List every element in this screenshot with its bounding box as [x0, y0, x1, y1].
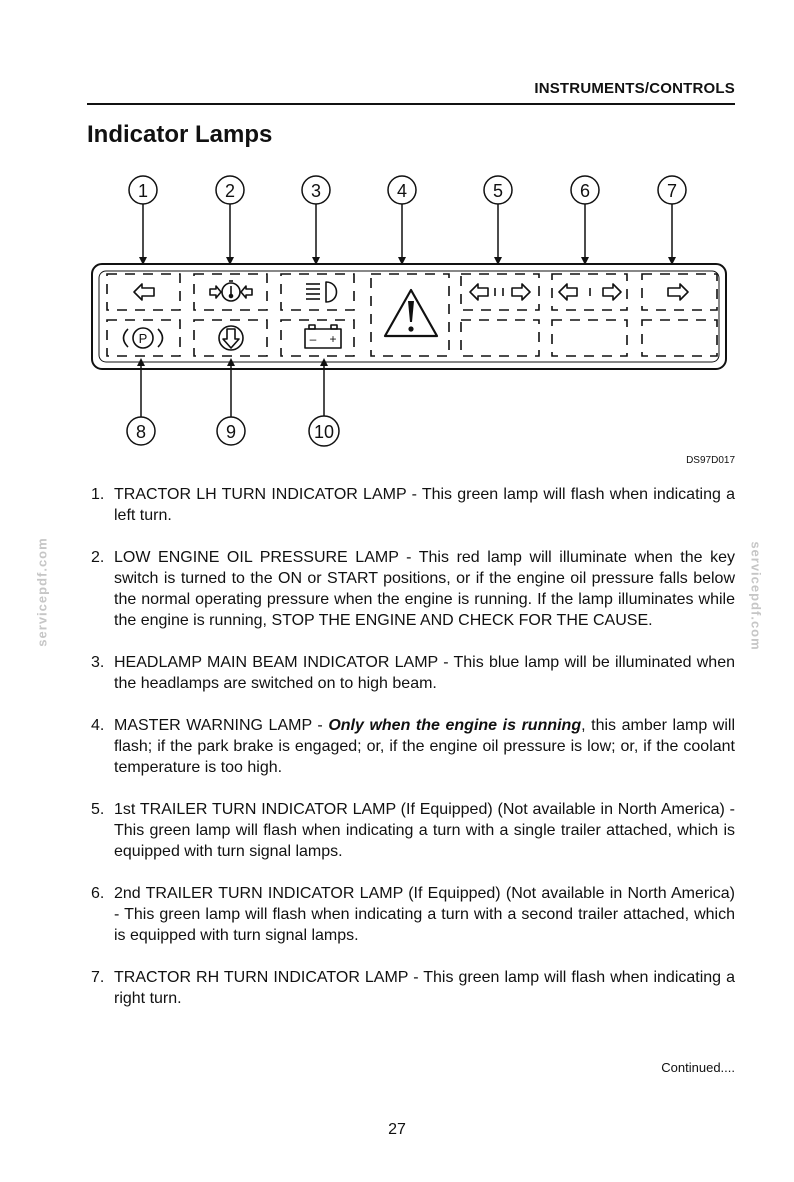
item-text: LOW ENGINE OIL PRESSURE LAMP - This red lamp will illuminate when the key switch is turned to the ON or START positions, or if the engine oil pressure falls below the normal operating pressure when the engine is running. If the lamp illuminates while the engine is running, STOP THE ENGINE AND CHECK FOR THE CAUSE.: [114, 549, 735, 629]
master-warning-icon: [385, 290, 437, 336]
headlamp-main-beam-icon: [306, 282, 337, 302]
page-number: 27: [388, 1121, 406, 1138]
indicator-lamps-diagram: [0, 0, 794, 480]
lamp-cell-blank-3: [642, 320, 717, 356]
item-text-pre: MASTER WARNING LAMP -: [114, 717, 329, 734]
lamp-cell-1: [107, 274, 180, 310]
callout-label-4: 4: [396, 181, 408, 201]
coolant-temperature-icon: [219, 326, 243, 350]
item-text: 2nd TRAILER TURN INDICATOR LAMP (If Equipped) (Not available in North America) - This green lamp will flash when indicating a turn with a second trailer attached, which is equipped with turn signal lamps.: [114, 885, 735, 944]
item-number: 7.: [91, 969, 105, 986]
battery-minus-label: –: [309, 332, 317, 346]
list-item: [91, 547, 735, 631]
item-text-post: , this amber lamp will flash; if the park brake is engaged; or, if the engine oil pressure is low; or, if the coolant temperature is too high.: [114, 717, 736, 776]
oil-pressure-icon: [210, 281, 252, 301]
callout-label-1: 1: [137, 181, 149, 201]
callout-label-6: 6: [579, 181, 591, 201]
left-turn-arrow-icon: [134, 284, 154, 300]
figure-code: DS97D017: [686, 455, 735, 466]
item-number: 6.: [91, 885, 105, 902]
lamp-cell-10: [281, 320, 354, 356]
lamp-cell-7: [642, 274, 717, 310]
callout-label-3: 3: [310, 181, 322, 201]
list-item: [91, 484, 735, 526]
item-text: TRACTOR RH TURN INDICATOR LAMP - This green lamp will flash when indicating a right turn.: [114, 969, 735, 1007]
list-item: [91, 883, 735, 946]
item-text-emphasis: Only when the engine is running: [328, 717, 582, 734]
item-text: TRACTOR LH TURN INDICATOR LAMP - This green lamp will flash when indicating a left turn.: [114, 486, 735, 524]
callout-label-2: 2: [224, 181, 236, 201]
lamp-description-list: [91, 484, 735, 1030]
watermark-left: servicepdf.com: [34, 537, 50, 647]
list-item: [91, 652, 735, 694]
lamp-cell-5: [461, 274, 539, 310]
callout-label-5: 5: [492, 181, 504, 201]
item-text: 1st TRAILER TURN INDICATOR LAMP (If Equipped) (Not available in North America) - This green lamp will flash when indicating a turn with a single trailer attached, which is equipped with turn signal lamps.: [114, 801, 735, 860]
list-item: [91, 799, 735, 862]
item-text: HEADLAMP MAIN BEAM INDICATOR LAMP - This blue lamp will be illuminated when the headlamps are switched on to high beam.: [114, 654, 735, 692]
item-number: 3.: [91, 654, 105, 671]
continued-note: Continued....: [661, 1060, 735, 1075]
callout-label-8: 8: [135, 422, 147, 442]
watermark-right: servicepdf.com: [748, 541, 764, 651]
section-header: INSTRUMENTS/CONTROLS: [534, 80, 735, 97]
battery-plus-label: +: [329, 332, 337, 346]
item-number: 2.: [91, 549, 105, 566]
callout-label-7: 7: [666, 181, 678, 201]
lamp-panel-inner: [99, 271, 719, 362]
list-item: [91, 967, 735, 1009]
lamp-cell-3: [281, 274, 354, 310]
lamp-panel-outer: [92, 264, 726, 369]
page-title: Indicator Lamps: [87, 121, 273, 148]
callout-label-9: 9: [225, 422, 237, 442]
callout-label-10: 10: [313, 422, 335, 442]
lamp-cell-blank-1: [461, 320, 539, 356]
trailer-1-turn-arrows-icon: [470, 284, 530, 300]
item-number: 4.: [91, 717, 105, 734]
list-item: [91, 715, 735, 778]
item-number: 1.: [91, 486, 105, 503]
park-letter: P: [138, 331, 148, 346]
lamp-cell-blank-2: [552, 320, 627, 356]
trailer-2-turn-arrows-icon: [559, 284, 621, 300]
item-number: 5.: [91, 801, 105, 818]
right-turn-arrow-icon: [668, 284, 688, 300]
